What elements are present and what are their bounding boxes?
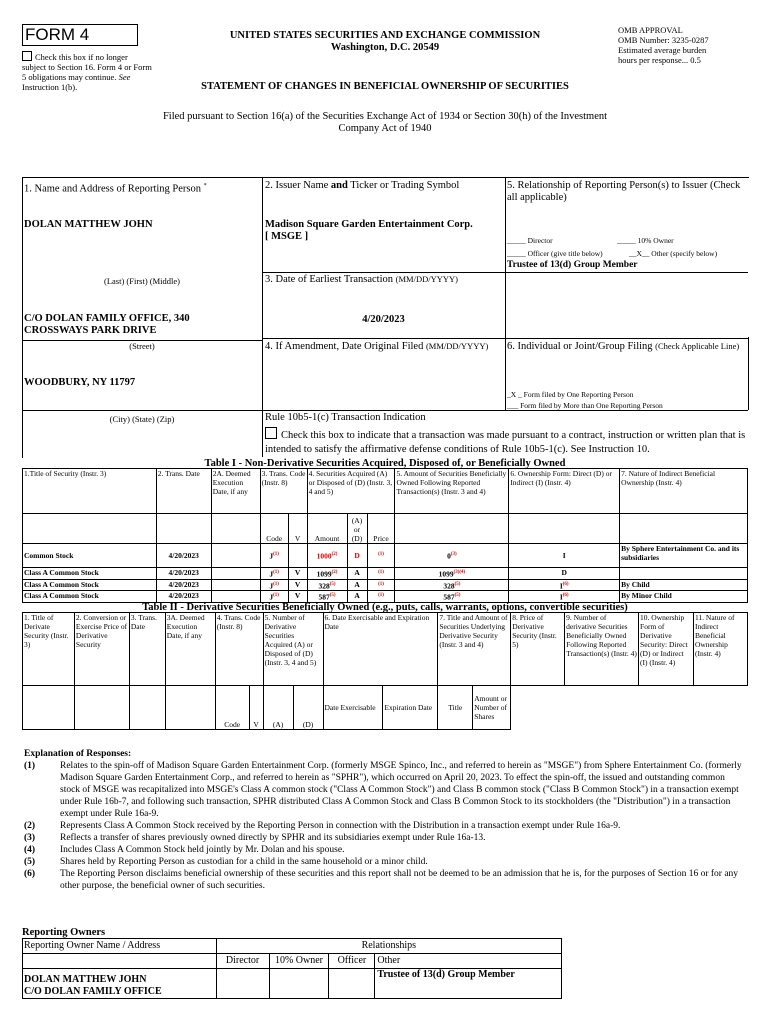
relationship-other: __X__ Other (specify below) <box>629 249 718 258</box>
box4-label: 4. If Amendment, Date Original Filed (MM/DD/YYYY) <box>265 341 489 352</box>
t2-sub-a: (A) <box>263 686 293 730</box>
footnote: (2) Represents Class A Common Stock received by the Reporting Person in connection with the Distribution in a transaction exempt under Rule 16a-9. <box>24 821 621 831</box>
t2-h8: 8. Price of Derivative Security (Instr. 5) <box>511 613 565 686</box>
t1-h3: 3. Trans. Code (Instr. 8) <box>260 469 307 514</box>
filing-option-one: _X _ Form filed by One Reporting Person <box>507 390 634 399</box>
form-title: FORM 4 <box>25 25 90 44</box>
table1-title: Table I - Non-Derivative Securities Acquired, Disposed of, or Beneficially Owned <box>204 458 566 469</box>
section16-checkbox-note: Check this box if no longer subject to Section 16. Form 4 or Form 5 obligations may continue. See Instruction 1(b). <box>22 52 152 92</box>
divider <box>505 272 748 273</box>
relationship-ten-pct: _____ 10% Owner <box>617 236 674 245</box>
divider <box>22 410 748 411</box>
reporting-person-city: WOODBURY, NY 11797 <box>24 377 136 388</box>
explanation <box>24 748 744 892</box>
box6-label: 6. Individual or Joint/Group Filing (Check Applicable Line) <box>507 341 740 352</box>
t1-sub-amount: Amount <box>307 514 347 544</box>
footnote: (6) The Reporting Person disclaims beneficial ownership of these securities and this report shall not be deemed to be an admission that he is, for the purposes of Section 16 or for any other purpose, the beneficial owner of such securities. <box>24 869 739 891</box>
table2 <box>22 612 748 730</box>
t2-h3a: 3A. Deemed Execution Date, if any <box>165 613 215 686</box>
t2-sub-code: Code <box>215 686 249 730</box>
omb-approval: OMB APPROVAL OMB Number: 3235-0287 Estimated average burden hours per response... 0.5 <box>618 25 709 65</box>
table-row: Class A Common Stock 4/20/2023 $J^{(1)}$ V 587$^{(5)}$ A $^{(1)}$ 587$^{(5)}$ $I^{(6)}$ By Minor Child <box>23 591 748 603</box>
t1-h2a: 2A. Deemed Execution Date, if any <box>211 469 260 514</box>
owners-col-name: Reporting Owner Name / Address <box>23 939 217 954</box>
t2-sub-d: (D) <box>293 686 323 730</box>
t1-sub-price: Price <box>367 514 395 544</box>
filed-pursuant: Filed pursuant to Section 16(a) of the Securities Exchange Act of 1934 or Section 30(h) of the Investment Company Act of 1940 <box>162 111 608 134</box>
section16-checkbox[interactable] <box>22 51 32 61</box>
table1 <box>22 468 748 603</box>
owners-col-10pct: 10% Owner <box>269 954 329 969</box>
owners-col-rel: Relationships <box>216 939 561 954</box>
rule-10b5-title: Rule 10b5-1(c) Transaction Indication <box>265 412 426 423</box>
t2-sub-date-exercisable: Date Exercisable <box>323 686 383 730</box>
owners-col-officer: Officer <box>329 954 375 969</box>
owner-address: C/O DOLAN FAMILY OFFICE <box>24 986 162 997</box>
t2-h6: 6. Date Exercisable and Expiration Date <box>323 613 438 686</box>
relationship-officer: _____ Officer (give title below) <box>507 249 603 258</box>
name-parts-label: (Last) (First) (Middle) <box>103 276 180 286</box>
t2-sub-title: Title <box>438 686 473 730</box>
footnote: (4) Includes Class A Common Stock held jointly by Mr. Dolan and his spouse. <box>24 845 345 855</box>
t1-h1: 1.Title of Security (Instr. 3) <box>23 469 157 514</box>
t2-h10: 10. Ownership Form of Derivative Security: Direct (D) or Indirect (I) (Instr. 4) <box>639 613 694 686</box>
explanation-heading: Explanation of Responses: <box>24 749 132 759</box>
t2-h5: 5. Number of Derivative Securities Acquired (A) or Disposed of (D) (Instr. 3, 4 and 5) <box>263 613 323 686</box>
t1-h4: 4. Securities Acquired (A) or Disposed of (D) (Instr. 3, 4 and 5) <box>307 469 395 514</box>
issuer-name: Madison Square Garden Entertainment Corp. [ MSGE ] <box>265 219 473 242</box>
rule-10b5-checkbox[interactable] <box>265 427 277 439</box>
table-row: Class A Common Stock 4/20/2023 $J^{(1)}$ V 328$^{(5)}$ A $^{(1)}$ 328$^{(5)}$ $I^{(6)}$ By Child <box>23 579 748 591</box>
divider <box>748 337 749 410</box>
t1-h7: 7. Nature of Indirect Beneficial Ownership (Instr. 4) <box>620 469 748 514</box>
footnote: (3) Reflects a transfer of shares previously owned directly by SPHR and its subsidiaries exempt under Rule 16a-13. <box>24 833 486 843</box>
t1-h2: 2. Trans. Date <box>156 469 211 514</box>
footnote: (1) Relates to the spin-off of Madison Square Garden Entertainment Corp. (formerly MSGE Spinco, Inc., and referred to herein as "MSGE") from Sphere Entertainment Co. (formerly Madison Square Garden Entertainment Corp., and referred to herein as "SPHR"), which occurred on April 20, 2023. To effect the spin-off, the issued and outstanding common stock of MSGE was recapitalized into MSGE's Class A common stock ("Class A Common Stock") and Class B common stock ("Class B Common Stock") in a transaction exempt under Rule 16b-7, and following such transaction, SPHR distributed Class A Common Stock and Class B Common Stock to its stockholders (the "Distribution") in a transaction exempt under Rule 16a-9. <box>24 761 742 819</box>
table-row <box>23 969 562 999</box>
box5-label: 5. Relationship of Reporting Person(s) to Issuer (Check all applicable) <box>507 180 741 203</box>
owner-name: DOLAN MATTHEW JOHN <box>24 974 147 985</box>
agency-name: UNITED STATES SECURITIES AND EXCHANGE COMMISSION Washington, D.C. 20549 <box>229 30 541 53</box>
city-label: (City) (State) (Zip) <box>109 414 175 424</box>
reporting-person-street: C/O DOLAN FAMILY OFFICE, 340 CROSSWAYS PARK DRIVE <box>24 313 190 336</box>
owner-other-value: Trustee of 13(d) Group Member <box>375 969 562 999</box>
t1-h6: 6. Ownership Form: Direct (D) or Indirect (I) (Instr. 4) <box>509 469 620 514</box>
owners-col-other: Other <box>375 954 562 969</box>
t2-h1: 1. Title of Derivate Security (Instr. 3) <box>23 613 75 686</box>
t2-h7: 7. Title and Amount of Securities Underlying Derivative Security (Instr. 3 and 4) <box>438 613 511 686</box>
table-row: Class A Common Stock 4/20/2023 $J^{(1)}$ V 1099$^{(2)}$ A $^{(1)}$ $1099^{(3)(4)}$ D <box>23 568 748 580</box>
t2-h3: 3. Trans. Date <box>129 613 165 686</box>
box1-label: 1. Name and Address of Reporting Person * <box>24 183 207 195</box>
street-label: (Street) <box>129 341 155 351</box>
rule-10b5-text: Check this box to indicate that a transaction was made pursuant to a contract, instruction or written plan that is intended to satisfy the affirmative defense conditions of Rule 10b5-1(c). See Instruction 10. <box>265 427 747 457</box>
t2-sub-v: V <box>249 686 263 730</box>
t1-sub-code: Code <box>260 514 288 544</box>
table-row: Common Stock 4/20/2023 $J^{(1)}$ 1000$^{(2)}$ D $^{(1)}$ 0$^{(3)}$ I By Sphere Entertainment Co. and its subsidiaries <box>23 544 748 568</box>
t1-h5: 5. Amount of Securities Beneficially Owned Following Reported Transaction(s) (Instr. 3 and 4) <box>395 469 509 514</box>
box3-label: 3. Date of Earliest Transaction (MM/DD/YYYY) <box>265 274 458 285</box>
t2-h9: 9. Number of derivative Securities Beneficially Owned Following Reported Transaction(s) (Instr. 4) <box>565 613 639 686</box>
divider <box>505 177 506 410</box>
t1-sub-v: V <box>288 514 307 544</box>
reporting-owners-heading: Reporting Owners <box>22 927 106 938</box>
box2-label: 2. Issuer Name and Ticker or Trading Symbol <box>265 180 460 191</box>
owners-col-director: Director <box>216 954 269 969</box>
footnote: (5) Shares held by Reporting Person as custodian for a child in the same household or a minor child. <box>24 857 428 867</box>
statement-title: STATEMENT OF CHANGES IN BENEFICIAL OWNERSHIP OF SECURITIES <box>201 81 569 92</box>
t2-h4: 4. Trans. Code (Instr. 8) <box>215 613 263 686</box>
t1-sub-aord: (A) or (D) <box>347 514 367 544</box>
t2-sub-expiration: Expiration Date <box>383 686 438 730</box>
filing-option-more: ___ Form filed by More than One Reporting Person <box>507 401 663 410</box>
divider <box>262 338 748 339</box>
form-title-box <box>22 24 138 46</box>
relationship-director: _____ Director <box>507 236 553 245</box>
t2-sub-amount: Amount or Number of Shares <box>473 686 511 730</box>
reporting-person-name: DOLAN MATTHEW JOHN <box>24 219 153 230</box>
t2-h2: 2. Conversion or Exercise Price of Derivative Security <box>74 613 129 686</box>
divider <box>262 272 505 273</box>
earliest-transaction-date: 4/20/2023 <box>362 314 405 325</box>
t2-h11: 11. Nature of Indirect Beneficial Ownership (Instr. 4) <box>693 613 747 686</box>
relationship-title: Trustee of 13(d) Group Member <box>507 260 638 270</box>
reporting-owners-table <box>22 938 562 999</box>
table2-title: Table II - Derivative Securities Beneficially Owned (e.g., puts, calls, warrants, options, convertible securities) <box>142 602 628 613</box>
